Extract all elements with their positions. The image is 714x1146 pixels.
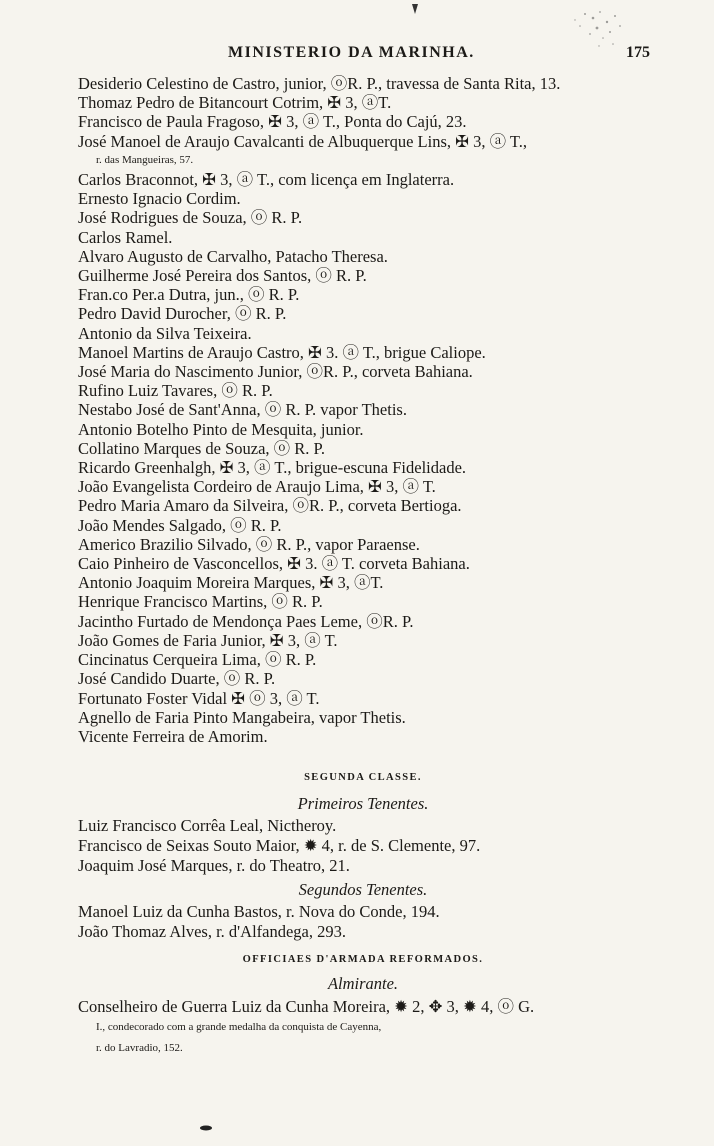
list-item: Antonio Joaquim Moreira Marques, ✠ 3, ⓐT. bbox=[78, 573, 384, 593]
list-item: Luiz Francisco Corrêa Leal, Nictheroy. bbox=[78, 816, 337, 835]
segundos-tenentes-list bbox=[78, 902, 648, 942]
list-item: João Thomaz Alves, r. d'Alfandega, 293. bbox=[78, 921, 346, 941]
list-item: Guilherme José Pereira dos Santos, ⓞ R. P. bbox=[78, 266, 367, 286]
list-item: Carlos Ramel. bbox=[78, 227, 173, 247]
list-item: Ernesto Ignacio Cordim. bbox=[78, 189, 241, 209]
list-item: José Rodrigues de Souza, ⓞ R. P. bbox=[78, 208, 303, 228]
list-item: Antonio Botelho Pinto de Mesquita, junior. bbox=[78, 419, 364, 439]
list-item: Rufino Luiz Tavares, ⓞ R. P. bbox=[78, 381, 273, 401]
list-item: Desiderio Celestino de Castro, junior, ⓞR. P., travessa de Santa Rita, 13. bbox=[78, 74, 561, 93]
list-item: Joaquim José Marques, r. do Theatro, 21. bbox=[78, 855, 350, 875]
primeiros-tenentes-list bbox=[78, 816, 648, 875]
list-item: Caio Pinheiro de Vasconcellos, ✠ 3. ⓐ T. corveta Bahiana. bbox=[78, 554, 470, 574]
list-item: Agnello de Faria Pinto Mangabeira, vapor Thetis. bbox=[78, 707, 406, 727]
subsection-heading-primeiros-tenentes: Primeiros Tenentes. bbox=[297, 794, 429, 813]
list-item: Francisco de Paula Fragoso, ✠ 3, ⓐ T., Ponta do Cajú, 23. bbox=[78, 112, 467, 132]
section-heading-reformados: OFFICIAES D'ARMADA REFORMADOS. bbox=[242, 954, 484, 965]
list-item: r. das Mangueiras, 57. bbox=[96, 153, 194, 166]
section-heading-segunda-classe: SEGUNDA CLASSE. bbox=[304, 772, 422, 783]
list-item: Henrique Francisco Martins, ⓞ R. P. bbox=[78, 592, 323, 612]
list-item: Americo Brazilio Silvado, ⓞ R. P., vapor Paraense. bbox=[78, 534, 420, 554]
list-item: Francisco de Seixas Souto Maior, ✹ 4, r. de S. Clemente, 97. bbox=[78, 835, 481, 855]
list-item: Antonio da Silva Teixeira. bbox=[78, 323, 252, 343]
list-item: João Evangelista Cordeiro de Araujo Lima, ✠ 3, ⓐ T. bbox=[78, 477, 436, 497]
list-item: Carlos Braconnot, ✠ 3, ⓐ T., com licença em Inglaterra. bbox=[78, 170, 455, 190]
list-item: João Gomes de Faria Junior, ✠ 3, ⓐ T. bbox=[78, 630, 338, 650]
list-item: Fortunato Foster Vidal ✠ ⓞ 3, ⓐ T. bbox=[78, 688, 320, 708]
list-item: Pedro David Durocher, ⓞ R. P. bbox=[78, 304, 287, 324]
page-title: MINISTERIO DA MARINHA. bbox=[228, 44, 475, 61]
list-item: Fran.co Per.a Dutra, jun., ⓞ R. P. bbox=[78, 285, 300, 305]
page-number: 175 bbox=[626, 44, 650, 61]
list-item: João Mendes Salgado, ⓞ R. P. bbox=[78, 515, 282, 535]
list-item: Collatino Marques de Souza, ⓞ R. P. bbox=[78, 438, 326, 458]
list-item: Thomaz Pedro de Bitancourt Cotrim, ✠ 3, ⓐT. bbox=[78, 93, 392, 113]
list-item: Cincinatus Cerqueira Lima, ⓞ R. P. bbox=[78, 650, 317, 670]
running-header bbox=[78, 44, 650, 66]
list-item: Conselheiro de Guerra Luiz da Cunha Moreira, ✹ 2, ✥ 3, ✹ 4, ⓞ G. bbox=[78, 997, 535, 1016]
list-item: I., condecorado com a grande medalha da conquista de Cayenna, bbox=[96, 1021, 382, 1033]
list-item: Nestabo José de Sant'Anna, ⓞ R. P. vapor Thetis. bbox=[78, 400, 407, 420]
list-item: José Maria do Nascimento Junior, ⓞR. P., corveta Bahiana. bbox=[78, 362, 473, 382]
list-item: Alvaro Augusto de Carvalho, Patacho Theresa. bbox=[78, 246, 388, 266]
list-item: José Candido Duarte, ⓞ R. P. bbox=[78, 669, 276, 689]
list-item: Jacintho Furtado de Mendonça Paes Leme, ⓞR. P. bbox=[78, 611, 414, 631]
list-item: Manoel Martins de Araujo Castro, ✠ 3. ⓐ T., brigue Caliope. bbox=[78, 342, 486, 362]
list-item: r. do Lavradio, 152. bbox=[96, 1042, 183, 1054]
list-item: Manoel Luiz da Cunha Bastos, r. Nova do Conde, 194. bbox=[78, 902, 440, 921]
almirante-list bbox=[78, 996, 648, 1059]
ink-mark-decoration bbox=[410, 2, 420, 16]
subsection-heading-almirante: Almirante. bbox=[327, 974, 399, 993]
officer-list bbox=[78, 74, 648, 746]
list-item: José Manoel de Araujo Cavalcanti de Albuquerque Lins, ✠ 3, ⓐ T., bbox=[78, 131, 527, 151]
list-item: Pedro Maria Amaro da Silveira, ⓞR. P., corveta Bertioga. bbox=[78, 496, 462, 516]
ink-mark-decoration bbox=[198, 1124, 214, 1132]
list-item: Ricardo Greenhalgh, ✠ 3, ⓐ T., brigue-escuna Fidelidade. bbox=[78, 458, 467, 478]
list-item: Vicente Ferreira de Amorim. bbox=[78, 726, 268, 746]
subsection-heading-segundos-tenentes: Segundos Tenentes. bbox=[298, 880, 428, 899]
